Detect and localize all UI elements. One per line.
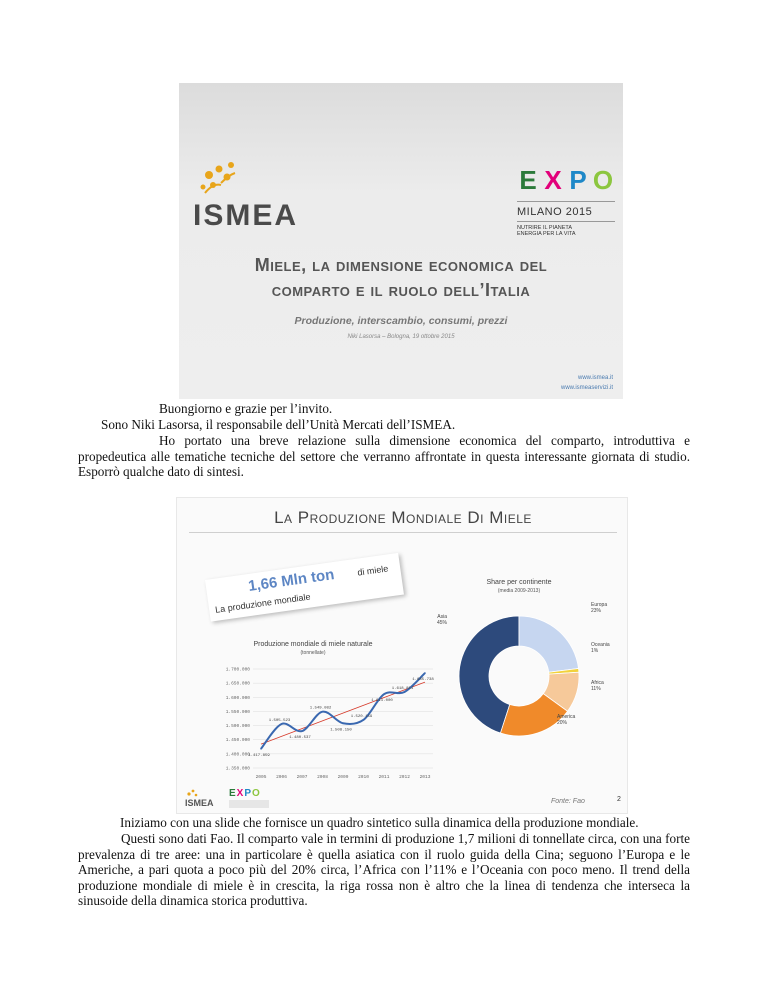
donut-label: Asia bbox=[437, 614, 447, 620]
banner-small-text: di miele bbox=[356, 563, 389, 578]
data-label: 1.549.082 bbox=[309, 706, 332, 711]
slide1-author: Niki Lasorsa – Bologna, 19 ottobre 2015 bbox=[347, 334, 455, 340]
y-tick-label: 1.500.000 bbox=[225, 724, 250, 730]
donut-value-label: 11% bbox=[591, 686, 601, 692]
expo-tagline-2: ENERGIA PER LA VITA bbox=[517, 231, 576, 237]
production-slide bbox=[176, 497, 628, 814]
banner-big-value: 1,66 Mln ton bbox=[247, 566, 336, 595]
text1-line-2: Sono Niki Lasorsa, il responsabile dell’Unità Mercati dell’ISMEA. bbox=[101, 417, 456, 432]
banner-subtitle: La produzione mondiale bbox=[214, 591, 312, 615]
expo-small-letter: O bbox=[252, 788, 260, 799]
y-tick-label: 1.400.000 bbox=[225, 752, 250, 758]
slide1-url-2: www.ismeaservizi.it bbox=[560, 385, 613, 391]
line-chart-title: Produzione mondiale di miele naturale bbox=[253, 641, 373, 648]
data-point bbox=[260, 748, 262, 750]
y-tick-label: 1.650.000 bbox=[225, 681, 250, 687]
production-line-chart bbox=[203, 636, 441, 788]
x-tick-label: 2011 bbox=[378, 775, 390, 780]
line-chart-subtitle: (tonnellate) bbox=[300, 650, 326, 656]
title-slide bbox=[179, 83, 623, 399]
donut-label: America bbox=[557, 714, 576, 720]
data-point bbox=[404, 691, 406, 693]
slide2-page-number: 2 bbox=[617, 796, 621, 803]
x-tick-label: 2007 bbox=[296, 775, 308, 780]
data-label: 1.417.859 bbox=[248, 753, 270, 758]
expo-small-letter: E bbox=[229, 788, 236, 799]
slide2-ismea-logo: ISMEA bbox=[185, 798, 214, 808]
slide1-title-line-2: comparto e il ruolo dell’Italia bbox=[271, 280, 531, 300]
x-tick-label: 2005 bbox=[255, 775, 267, 780]
donut-value-label: 20% bbox=[557, 720, 568, 726]
data-point bbox=[424, 672, 426, 674]
text2-paragraph: Questi sono dati Fao. Il comparto vale in termini di produzione 1,7 milioni di tonnellate circa, con una forte prevalenza di tre aree: una in particolare è quella asiatica con il ruolo guida della Cina; seguono l’Europa e le Americhe, a pari quota a poco più del 20% circa, l’Africa con l’11% e l’Oceania con poco meno. Il trend della produzione mondiale di miele è in crescita, la riga rossa non è altro che la linea di tendenza che interseca la sinusoide della dinamica storica produttiva. bbox=[78, 831, 690, 908]
donut-label: Africa bbox=[591, 680, 604, 686]
x-tick-label: 2008 bbox=[317, 775, 328, 780]
donut-value-label: 45% bbox=[436, 620, 447, 626]
y-tick-label: 1.550.000 bbox=[225, 709, 250, 715]
donut-chart-subtitle: (media 2009-2013) bbox=[497, 588, 541, 594]
slide1-title-line-1: Miele, la dimensione economica del bbox=[254, 255, 548, 275]
slide2-title: La Produzione Mondiale Di Miele bbox=[274, 508, 532, 527]
ismea-bee-icon bbox=[191, 155, 241, 201]
slide2-expo-logo bbox=[229, 788, 260, 799]
donut-chart-title: Share per continente bbox=[486, 579, 552, 586]
y-tick-label: 1.600.000 bbox=[225, 695, 250, 701]
x-tick-label: 2010 bbox=[358, 775, 369, 780]
text1-line-1: Buongiorno e grazie per l’invito. bbox=[159, 401, 333, 416]
data-label: 1.685.738 bbox=[412, 678, 434, 683]
slide2-source: Fonte: Fao bbox=[551, 798, 585, 805]
expo-tagline-1: NUTRIRE IL PIANETA bbox=[517, 225, 573, 231]
data-point bbox=[322, 711, 324, 713]
expo-letter: O bbox=[592, 165, 614, 195]
ismea-logo-text: ISMEA bbox=[193, 199, 299, 232]
data-label: 1.505.523 bbox=[268, 719, 291, 724]
production-banner bbox=[205, 553, 404, 622]
text2-line-1: Iniziamo con una slide che fornisce un quadro sintetico sulla dinamica della produzione mondiale. bbox=[120, 815, 639, 830]
donut-label: Oceania bbox=[591, 642, 610, 648]
expo-small-letter: X bbox=[236, 788, 244, 799]
data-label: 1.611.000 bbox=[371, 699, 393, 704]
expo-letter: E bbox=[519, 165, 537, 195]
y-tick-label: 1.700.000 bbox=[225, 667, 250, 673]
donut-slice-europa bbox=[519, 616, 579, 672]
data-point bbox=[301, 730, 303, 732]
data-point bbox=[363, 719, 365, 721]
donut-value-label: 1% bbox=[591, 648, 599, 654]
data-label: 1.520.159 bbox=[350, 714, 373, 719]
y-tick-label: 1.450.000 bbox=[225, 738, 250, 744]
text1-paragraph: Ho portato una breve relazione sulla dimensione economica del comparto, introduttiva e propedeutica alle tematiche tecniche del settore che verranno affrontate in questa interessante giornata di studio. Esporrò qualche dato di sintesi. bbox=[78, 433, 690, 479]
production-series-line bbox=[261, 673, 425, 749]
expo-small-letter: P bbox=[244, 788, 252, 799]
data-label: 1.508.150 bbox=[330, 728, 352, 733]
data-point bbox=[281, 723, 283, 725]
x-tick-label: 2006 bbox=[276, 775, 287, 780]
x-tick-label: 2012 bbox=[399, 775, 410, 780]
x-tick-label: 2009 bbox=[337, 775, 349, 780]
data-label: 1.618.854 bbox=[391, 686, 414, 691]
y-tick-label: 1.350.000 bbox=[225, 766, 250, 772]
continent-donut-chart bbox=[427, 574, 625, 752]
data-point bbox=[342, 722, 344, 724]
data-label: 1.480.537 bbox=[289, 736, 311, 741]
donut-label: Europa bbox=[591, 602, 608, 608]
expo-logo bbox=[517, 167, 615, 237]
slide1-url-1: www.ismea.it bbox=[577, 375, 613, 381]
expo-letter: P bbox=[569, 165, 587, 195]
slide1-subtitle: Produzione, interscambio, consumi, prezzi bbox=[294, 315, 508, 327]
trend-line bbox=[261, 682, 425, 744]
x-tick-label: 2013 bbox=[419, 775, 431, 780]
donut-value-label: 23% bbox=[591, 608, 602, 614]
expo-letter: X bbox=[544, 165, 562, 195]
expo-city: MILANO 2015 bbox=[517, 206, 593, 218]
data-point bbox=[383, 693, 385, 695]
